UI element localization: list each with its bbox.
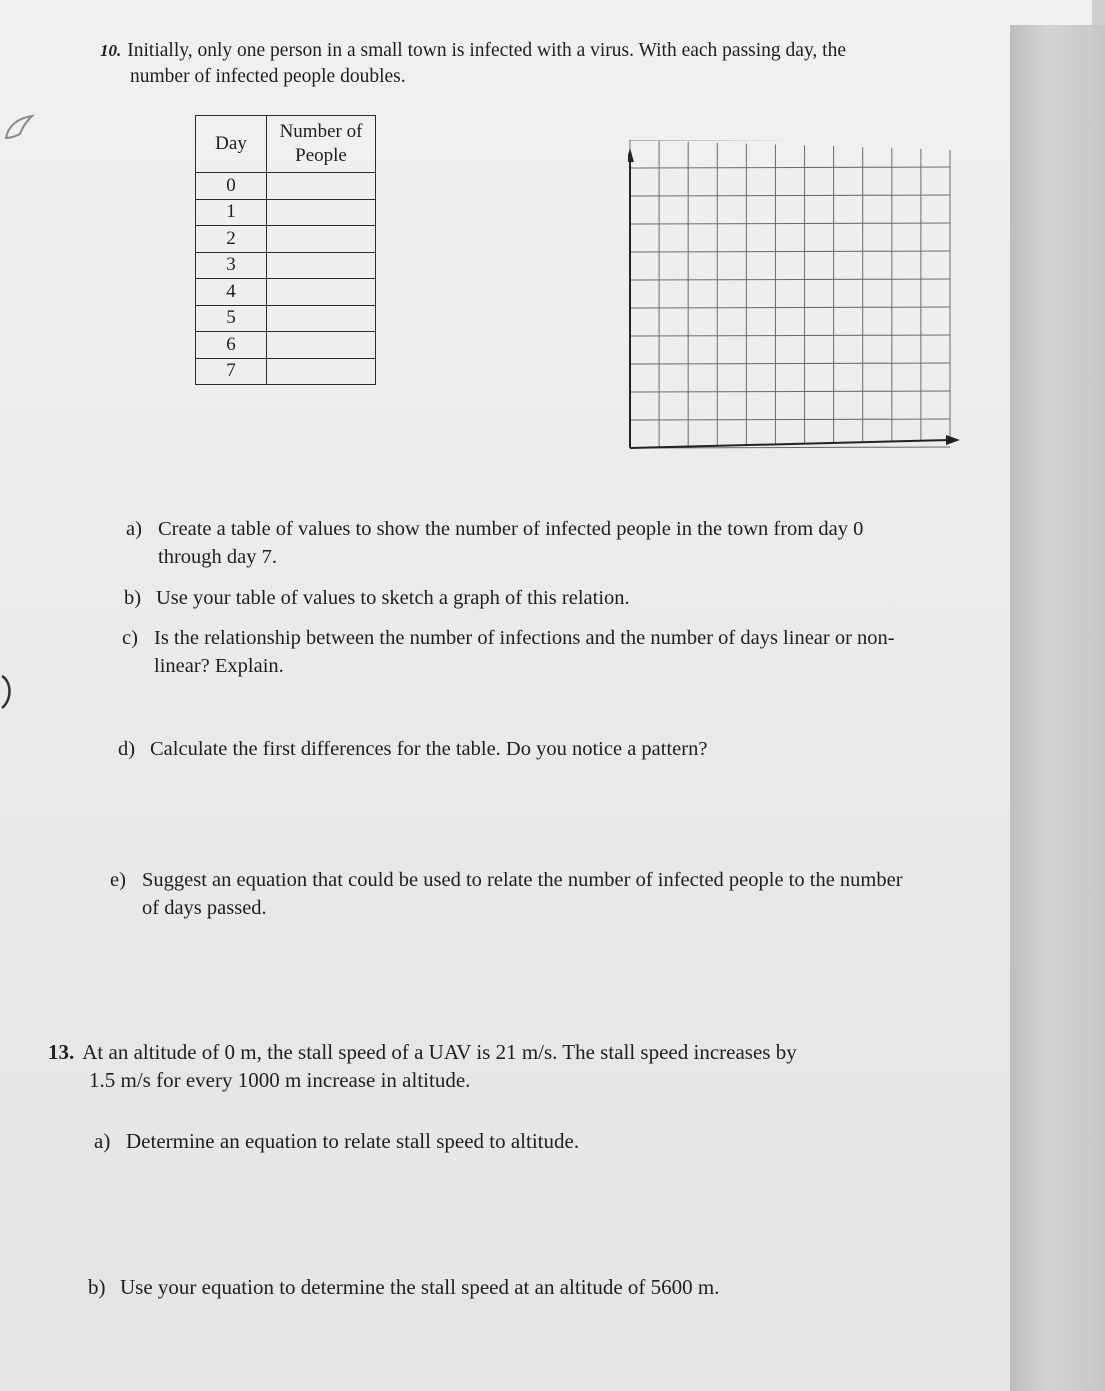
grid-line-horizontal xyxy=(630,335,950,336)
grid-line-horizontal xyxy=(630,419,950,420)
grid-line-horizontal xyxy=(630,279,950,280)
people-cell-empty[interactable] xyxy=(267,252,376,279)
header-day: Day xyxy=(196,116,267,173)
grid-line-horizontal xyxy=(630,363,950,364)
people-cell-empty[interactable] xyxy=(267,199,376,226)
question-13 xyxy=(48,1038,948,1094)
part-10e: e) Suggest an equation that could be used to relate the number of infected people to the number of days passed. xyxy=(110,869,903,919)
table-row xyxy=(196,199,376,226)
people-cell-empty[interactable] xyxy=(267,279,376,306)
part-13a: a) Determine an equation to relate stall speed to altitude. xyxy=(94,1129,580,1153)
x-axis-arrow-icon xyxy=(946,435,960,445)
question-text-line1: Initially, only one person in a small town is infected with a virus. With each passing day, the xyxy=(127,40,847,61)
question-number: 13. xyxy=(48,1040,75,1064)
grid-line-horizontal xyxy=(630,167,950,168)
table-row xyxy=(196,305,376,332)
grid-line-horizontal xyxy=(630,223,950,224)
part-13b: b) Use your equation to determine the stall speed at an altitude of 5600 m. xyxy=(88,1275,720,1299)
question-text-line2: 1.5 m/s for every 1000 m increase in altitude. xyxy=(89,1068,471,1092)
grid-line-horizontal xyxy=(630,195,950,196)
table-row xyxy=(196,358,376,385)
part-10d: d) Calculate the first differences for the table. Do you notice a pattern? xyxy=(118,738,708,760)
table-row xyxy=(196,279,376,306)
people-cell-empty[interactable] xyxy=(267,173,376,200)
page-edge-shadow xyxy=(1010,25,1105,1391)
day-cell: 3 xyxy=(196,252,267,279)
question-text-line1: At an altitude of 0 m, the stall speed of a UAV is 21 m/s. The stall speed increases by xyxy=(82,1040,797,1064)
question-number: 10. xyxy=(100,41,122,60)
question-10 xyxy=(100,38,980,90)
people-cell-empty[interactable] xyxy=(267,332,376,359)
day-cell: 1 xyxy=(196,199,267,226)
table-row xyxy=(196,252,376,279)
people-cell-empty[interactable] xyxy=(267,305,376,332)
day-cell: 4 xyxy=(196,279,267,306)
day-cell: 6 xyxy=(196,332,267,359)
grid-line-horizontal xyxy=(630,307,950,308)
day-cell: 5 xyxy=(196,305,267,332)
table-of-values xyxy=(195,115,376,385)
header-number-of-people: Number of People xyxy=(267,116,376,173)
y-axis-arrow-icon xyxy=(628,148,634,162)
part-10b: b) Use your table of values to sketch a graph of this relation. xyxy=(124,587,630,609)
part-10a: a) Create a table of values to show the number of infected people in the town from day 0 through day 7. xyxy=(126,518,864,568)
blank-graph-grid[interactable] xyxy=(628,140,968,460)
table-row xyxy=(196,332,376,359)
table-row xyxy=(196,173,376,200)
question-text-line2: number of infected people doubles. xyxy=(130,66,406,87)
day-cell: 7 xyxy=(196,358,267,385)
part-10c: c) Is the relationship between the number of infections and the number of days linear or non- linear? Explain. xyxy=(122,627,895,677)
pencil-mark-icon xyxy=(0,108,40,148)
day-cell: 2 xyxy=(196,226,267,253)
people-cell-empty[interactable] xyxy=(267,358,376,385)
table-row xyxy=(196,226,376,253)
grid-line-horizontal xyxy=(630,251,950,252)
bracket-mark-icon xyxy=(0,672,20,712)
grid-line-horizontal xyxy=(630,391,950,392)
people-cell-empty[interactable] xyxy=(267,226,376,253)
day-cell: 0 xyxy=(196,173,267,200)
